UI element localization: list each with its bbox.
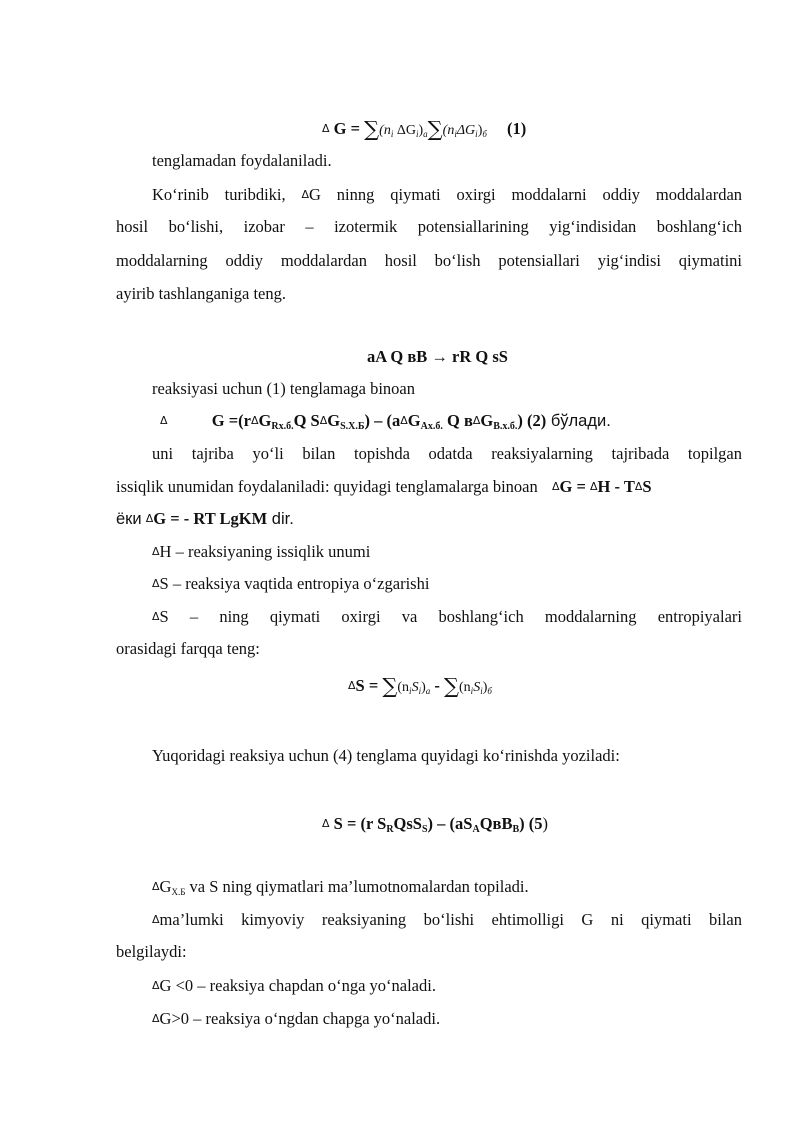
eq-subscript: B <box>512 824 520 835</box>
delta-symbol: Δ <box>152 610 160 623</box>
delta-symbol: Δ <box>322 817 330 830</box>
paragraph-line: ayirib tashlanganiga teng. <box>116 284 286 303</box>
text-span: S – ning qiymati oxirgi va boshlang‘ich moddalarning entropiyalari <box>159 607 742 626</box>
equation-entropy <box>348 675 492 702</box>
equation-number: (1) <box>507 119 527 138</box>
eq-subscript: A <box>472 824 480 835</box>
delta-symbol: Δ <box>152 913 160 926</box>
delta-symbol: Δ <box>634 480 643 493</box>
rule-line <box>152 975 436 997</box>
eq-term: G <box>407 411 421 430</box>
eq-term: (n <box>397 680 410 695</box>
equation-lhs: S = <box>355 676 379 695</box>
eq-term: ) <box>542 814 549 833</box>
eq-term: S <box>411 680 419 695</box>
paragraph-line <box>116 508 294 530</box>
eq-subscript: б <box>482 129 487 139</box>
eq-term: ) – (aS <box>427 814 473 833</box>
delta-symbol: Δ <box>400 414 408 427</box>
eq-term: - <box>430 676 444 695</box>
sum-symbol: ∑ <box>444 674 459 698</box>
eq-term: S <box>642 477 652 496</box>
equation-number: ) (5 <box>519 814 543 833</box>
eq-term: (n <box>442 123 455 138</box>
delta-symbol: Δ <box>590 480 598 493</box>
eq-term: G =(r <box>211 411 251 430</box>
text-span: бўлади. <box>546 412 611 430</box>
eq-term: ) <box>477 123 483 138</box>
eq-subscript: S <box>421 824 428 835</box>
eq-term: G <box>258 411 272 430</box>
sum-symbol: ∑ <box>382 674 398 698</box>
paragraph-text <box>152 876 529 903</box>
paragraph-text: tenglamadan foydalaniladi. <box>152 151 332 170</box>
eq-term: ) <box>482 680 488 695</box>
eq-term: G = <box>559 477 586 496</box>
paragraph-line <box>152 606 742 628</box>
text-span: G>0 – reaksiya o‘ngdan chapga yo‘naladi. <box>159 1009 441 1028</box>
eq-term: S <box>473 680 481 695</box>
sum-symbol: ∑ <box>364 117 380 141</box>
paragraph-line <box>152 184 742 206</box>
eq-term: ΔG <box>456 123 476 138</box>
delta-symbol: Δ <box>152 880 160 893</box>
eq-term: ) <box>421 680 426 695</box>
text-span: issiqlik unumidan foydalaniladi: quyidagi tenglamalarga binoan <box>116 477 538 496</box>
delta-symbol: Δ <box>551 480 560 493</box>
eq-subscript: i <box>418 686 422 696</box>
delta-symbol: Δ <box>145 512 154 525</box>
paragraph-text: reaksiyasi uchun (1) tenglamaga binoan <box>152 379 415 398</box>
paragraph-line <box>116 476 652 498</box>
eq-term: QsS <box>393 814 422 833</box>
delta-symbol: Δ <box>250 414 259 427</box>
equation-lhs: G = <box>333 119 361 138</box>
delta-symbol: Δ <box>348 679 356 692</box>
text-span: ёки <box>116 510 142 528</box>
eq-subscript: B.х.б. <box>493 421 518 432</box>
eq-term: G <box>327 411 341 430</box>
paragraph-line: moddalarning oddiy moddalardan hosil bo‘lish potensiallari yig‘indisi qiymatini <box>116 251 742 270</box>
delta-symbol: Δ <box>152 979 160 992</box>
eq-subscript: a <box>425 686 431 696</box>
text-span: H – reaksiyaning issiqlik unumi <box>159 542 371 561</box>
eq-term: H - T <box>597 477 635 496</box>
eq-term: (n <box>459 680 471 695</box>
eq-subscript: i <box>454 129 457 139</box>
delta-symbol: Δ <box>160 414 168 427</box>
paragraph-line: uni tajriba yo‘li bilan topishda odatda reaksiyalarning tajribada topilgan <box>152 444 742 463</box>
paragraph-line: hosil bo‘lishi, izobar – izotermik potensiallarining yig‘indisidan boshlang‘ich <box>116 217 742 236</box>
paragraph-line <box>152 909 742 931</box>
reaction-equation: aA Q вB → rR Q sS <box>367 347 508 366</box>
eq-term: G <box>480 411 494 430</box>
eq-subscript: a <box>423 129 428 139</box>
eq-subscript: i <box>470 686 474 696</box>
sum-symbol: ∑ <box>427 117 443 141</box>
eq-term: G = - RT LgKM <box>153 509 268 528</box>
eq-term: Q в <box>442 411 473 430</box>
delta-symbol: Δ <box>152 1012 160 1025</box>
eq-subscript: i <box>480 686 483 696</box>
eq-subscript: Rх.б. <box>271 421 294 432</box>
eq-term: (n <box>379 123 391 138</box>
eq-subscript: R <box>386 824 394 835</box>
delta-symbol: Δ <box>319 414 328 427</box>
delta-symbol: Δ <box>322 122 330 135</box>
delta-symbol: Δ <box>301 188 310 201</box>
equation-number: ) (2) <box>517 411 547 430</box>
eq-term: ΔG <box>393 123 416 138</box>
rule-line <box>152 1008 440 1030</box>
eq-term: S = (r S <box>333 814 387 833</box>
eq-term: QвB <box>479 814 513 833</box>
text-span: ma’lumki kimyoviy reaksiyaning bo‘lishi ehtimolligi G ni qiymati bilan <box>159 910 742 929</box>
eq-subscript: i <box>409 686 412 696</box>
eq-term: G <box>159 877 172 896</box>
text-span: S – reaksiya vaqtida entropiya o‘zgarishi <box>159 574 430 593</box>
text-span: va S ning qiymatlari ma’lumotnomalardan topiladi. <box>185 877 529 896</box>
paragraph-line: belgilaydi: <box>116 942 187 961</box>
delta-symbol: Δ <box>472 414 481 427</box>
delta-symbol: Δ <box>152 577 160 590</box>
eq-term: Q S <box>293 411 320 430</box>
equation-5 <box>322 813 548 841</box>
text-span: G ninng qiymati oxirgi moddalarni oddiy moddalardan <box>309 185 743 204</box>
paragraph-line: orasidagi farqqa teng: <box>116 639 260 658</box>
paragraph-text: Yuqoridagi reaksiya uchun (4) tenglama quyidagi ko‘rinishda yoziladi: <box>152 746 620 765</box>
eq-term: ) – (a <box>364 411 401 430</box>
eq-subscript: i <box>415 129 419 139</box>
eq-term: ) <box>418 123 424 138</box>
equation-1 <box>322 118 526 145</box>
eq-subscript: i <box>390 129 394 139</box>
eq-subscript: S.Х.Б <box>340 421 365 432</box>
eq-subscript: Aх.б. <box>420 421 443 432</box>
eq-subscript: Х.Б <box>171 887 186 897</box>
eq-subscript: б <box>487 686 492 696</box>
text-span: G <0 – reaksiya chapdan o‘nga yo‘naladi. <box>159 976 436 995</box>
delta-symbol: Δ <box>152 545 160 558</box>
definition-line <box>152 573 429 595</box>
text-span: Ko‘rinib turibdiki, <box>152 185 286 204</box>
definition-line <box>152 541 370 563</box>
text-span: dir. <box>267 510 294 528</box>
equation-2 <box>160 410 611 438</box>
eq-subscript: i <box>475 129 478 139</box>
